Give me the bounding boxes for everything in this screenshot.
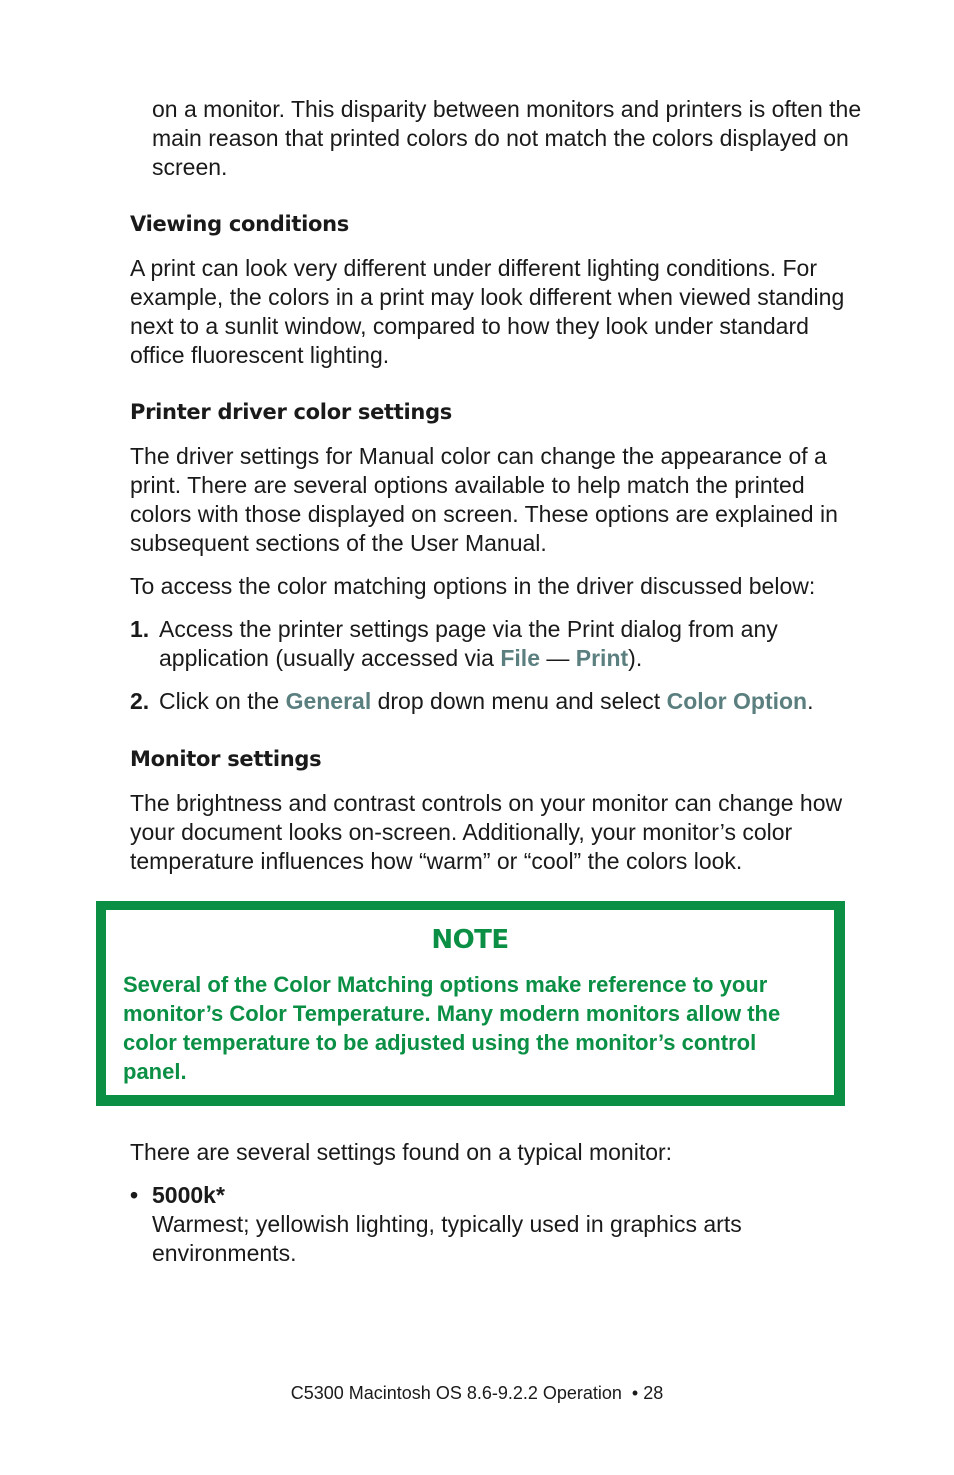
monitor-settings-heading: Monitor settings: [130, 747, 322, 771]
step-2: [130, 687, 860, 716]
footer-text: C5300 Macintosh OS 8.6-9.2.2 Operation • 28: [290, 1383, 664, 1403]
monitor-settings-paragraph: The brightness and contrast controls on your monitor can change how your document looks on-screen. Additionally, your monitor’s color temperature influences how “warm” or “cool” the colors look.: [130, 790, 843, 874]
step-text: Click on the General drop down menu and select Color Option.: [159, 688, 814, 714]
step-text: Access the printer settings page via the Print dialog from any application (usually accessed via File — Print).: [159, 616, 778, 671]
step-number: 2.: [130, 688, 150, 714]
note-text: Several of the Color Matching options make reference to your monitor’s Color Temperature. Many modern monitors allow the color temperature to be adjusted using the monitor’s control panel.: [123, 972, 781, 1084]
intro-paragraph: on a monitor. This disparity between monitors and printers is often the main reason that printed colors do not match the colors displayed on screen.: [152, 96, 862, 180]
note-title: NOTE: [431, 925, 509, 955]
access-paragraph: To access the color matching options in the driver discussed below:: [130, 573, 816, 599]
bullet-description: Warmest; yellowish lighting, typically used in graphics arts environments.: [152, 1211, 742, 1266]
settings-intro-paragraph: There are several settings found on a typical monitor:: [130, 1139, 673, 1165]
print-menu-term: Print: [575, 645, 629, 671]
color-option-term: Color Option: [666, 688, 808, 714]
viewing-conditions-heading: Viewing conditions: [130, 212, 349, 236]
step-1: [130, 615, 860, 673]
note-box: [96, 901, 845, 1106]
viewing-conditions-paragraph: A print can look very different under different lighting conditions. For example, the colors in a print may look different when viewed standing next to a sunlit window, compared to how they look under standard office fluorescent lighting.: [130, 255, 845, 368]
step-number: 1.: [130, 616, 150, 642]
bullet-item-5000k: [130, 1181, 850, 1268]
printer-driver-heading: Printer driver color settings: [130, 400, 452, 424]
page-footer: [0, 1382, 954, 1404]
printer-driver-paragraph: The driver settings for Manual color can change the appearance of a print. There are several options available to help match the printed colors with those displayed on screen. These options are explained in subsequent sections of the User Manual.: [130, 443, 838, 556]
bullet-icon: •: [130, 1182, 139, 1208]
general-menu-term: General: [285, 688, 372, 714]
bullet-label: 5000k*: [152, 1182, 225, 1208]
file-menu-term: File: [500, 645, 540, 671]
